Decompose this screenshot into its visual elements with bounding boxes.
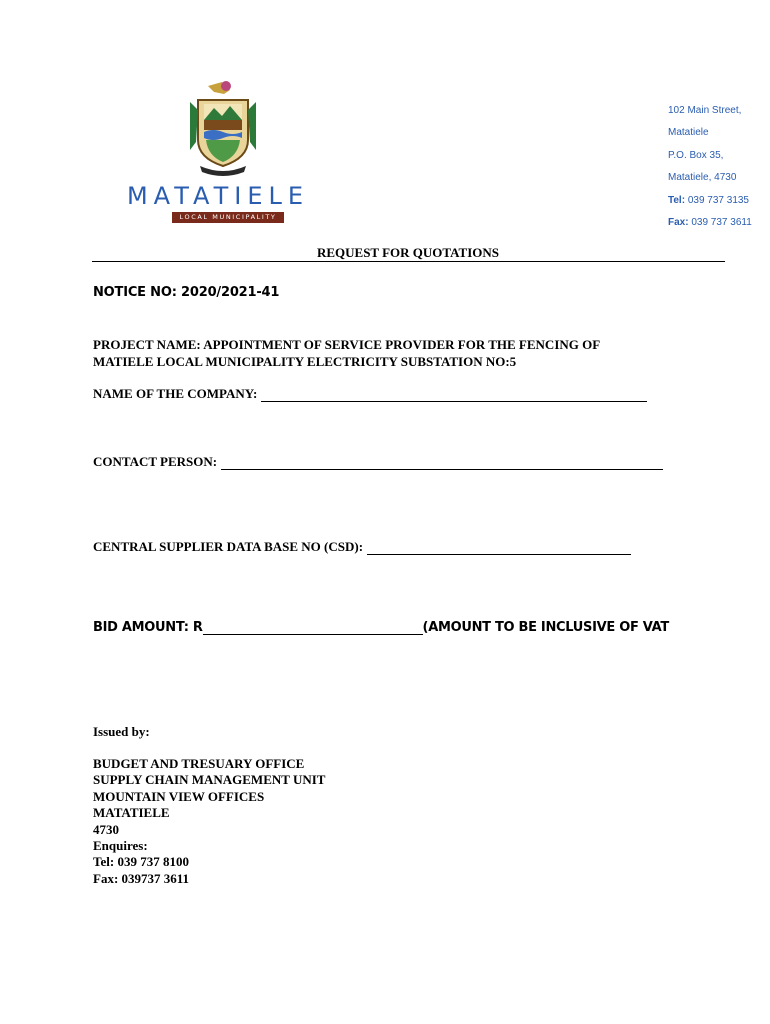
project-line: MATIELE LOCAL MUNICIPALITY ELECTRICITY SUBSTATION NO:5 [93,354,517,369]
issuer-line: Tel: 039 737 8100 [93,854,189,870]
issuer-line: MATATIELE [93,805,170,821]
issuer-line: BUDGET AND TRESUARY OFFICE [93,756,305,771]
project-line: PROJECT NAME: APPOINTMENT OF SERVICE PROVIDER FOR THE FENCING OF [93,337,601,352]
contact-person-label: CONTACT PERSON: [93,454,218,469]
csd-number-field [93,539,631,555]
telephone-line [668,190,752,212]
issuer-line: MOUNTAIN VIEW OFFICES [93,788,265,804]
tel-label: Tel: [668,194,686,206]
address-line: Matatiele, 4730 [668,172,737,184]
issuer-line: Fax: 039737 3611 [93,870,190,886]
contact-person-blank[interactable] [221,456,663,470]
bid-amount-blank[interactable] [203,621,423,635]
csd-number-blank[interactable] [367,541,631,555]
fax-value: 039 737 3611 [688,216,752,228]
issuer-line: SUPPLY CHAIN MANAGEMENT UNIT [93,772,326,788]
title-divider [92,261,725,262]
address-line: P.O. Box 35, [668,149,724,161]
issuer-line: Enquires: [93,838,148,854]
coat-of-arms-icon [178,80,268,180]
notice-number: NOTICE NO: 2020/2021-41 [93,285,280,300]
issuer-line: 4730 [93,821,119,837]
municipality-wordmark: MATATIELE [126,182,310,210]
fax-line [668,212,752,234]
company-name-blank[interactable] [261,388,647,402]
address-line: 102 Main Street, [668,105,742,116]
issued-by-label: Issued by: [93,724,150,739]
municipality-subtitle: LOCAL MUNICIPALITY [172,212,284,223]
contact-person-field [93,454,663,470]
fax-label: Fax: [668,216,689,228]
company-name-field [93,386,647,402]
bid-amount-label: BID AMOUNT: R [93,620,203,635]
bid-amount-field [93,620,669,635]
project-name [93,336,733,370]
address-block [668,100,752,234]
document-title: REQUEST FOR QUOTATIONS [316,245,500,260]
issuer-details [93,756,325,887]
address-line: Matatiele [668,127,709,139]
csd-number-label: CENTRAL SUPPLIER DATA BASE NO (CSD): [93,539,364,554]
municipality-logo [118,80,318,230]
bid-amount-note: (AMOUNT TO BE INCLUSIVE OF VAT [422,620,669,635]
company-name-label: NAME OF THE COMPANY: [93,386,258,401]
tel-value: 039 737 3135 [685,194,749,206]
